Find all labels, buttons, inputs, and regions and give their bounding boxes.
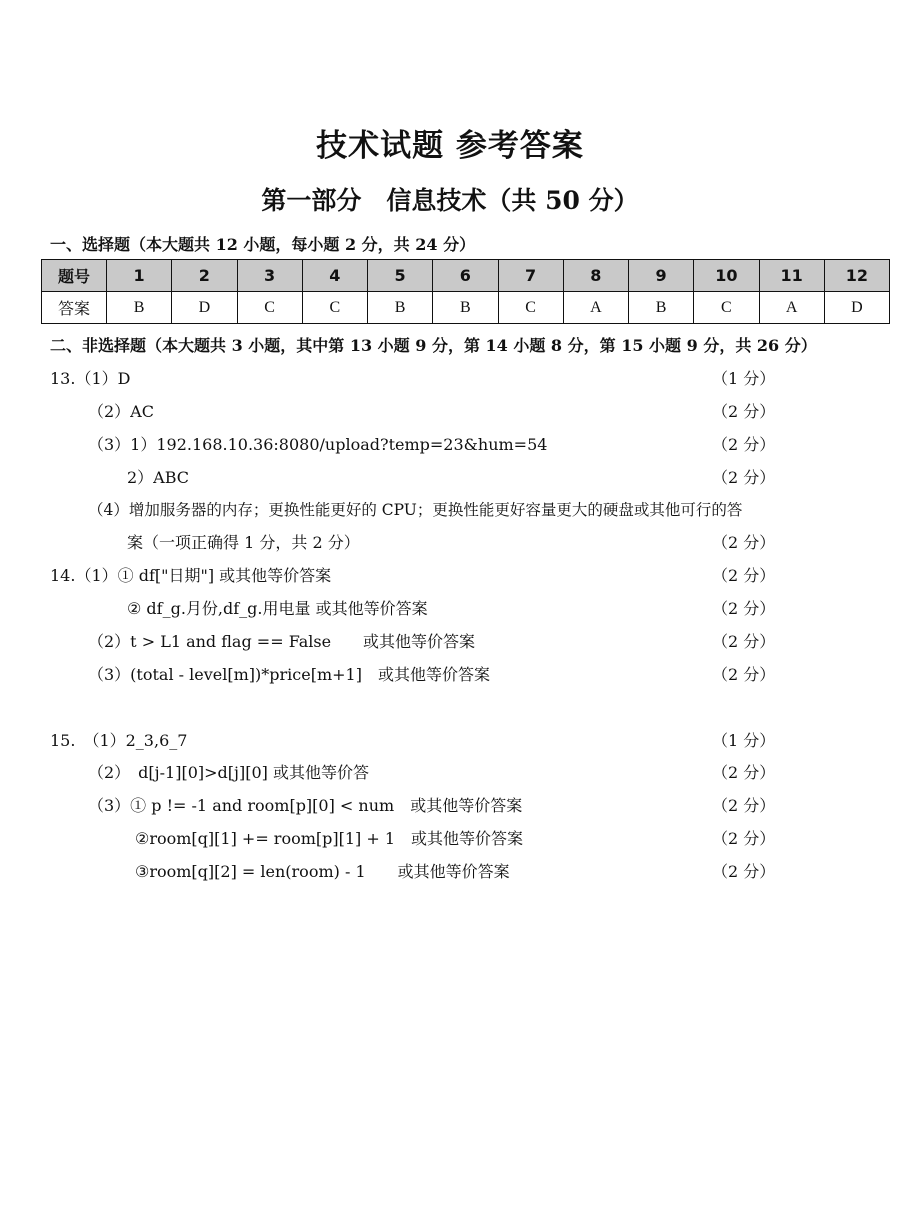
- q15-3-1-score: （2 分）: [712, 796, 776, 815]
- question-number-cell: 4: [302, 260, 367, 292]
- question-number-cell: 10: [694, 260, 759, 292]
- answer-cell: B: [433, 292, 498, 324]
- q15-3-1-answer: （3）① p != -1 and room[p][0] < num 或其他等价答案: [88, 796, 523, 815]
- q13-3-1-score: （2 分）: [712, 435, 776, 454]
- answer-cell: A: [563, 292, 628, 324]
- part-title: 第一部分 信息技术（共 50 分）: [261, 186, 639, 215]
- question-number-cell: 11: [759, 260, 824, 292]
- main-title: 技术试题 参考答案: [316, 128, 584, 164]
- q15-2-answer: （2） d[j-1][0]>d[j][0] 或其他等价答: [88, 763, 369, 782]
- answer-cell: C: [302, 292, 367, 324]
- q14-1-1-score: （2 分）: [712, 566, 776, 585]
- question-number-cell: 3: [237, 260, 302, 292]
- question-number-cell: 9: [629, 260, 694, 292]
- question-number-cell: 7: [498, 260, 563, 292]
- q14-3-score: （2 分）: [712, 665, 776, 684]
- q14-1-1-answer: 14.（1）① df["日期"] 或其他等价答案: [50, 566, 332, 585]
- q13-4-answer-continued: 案（一项正确得 1 分，共 2 分）: [127, 533, 360, 552]
- answer-cell: C: [694, 292, 759, 324]
- question-number-cell: 12: [824, 260, 889, 292]
- q13-2-answer: （2）AC: [88, 402, 154, 421]
- q15-3-2-score: （2 分）: [712, 829, 776, 848]
- q14-2-score: （2 分）: [712, 632, 776, 651]
- question-number-cell: 1: [107, 260, 172, 292]
- answer-cell: B: [629, 292, 694, 324]
- q15-1-score: （1 分）: [712, 731, 776, 750]
- q13-2-score: （2 分）: [712, 402, 776, 421]
- q13-1-score: （1 分）: [712, 369, 776, 388]
- q15-2-score: （2 分）: [712, 763, 776, 782]
- q15-3-3-answer: ③room[q][2] = len(room) - 1 或其他等价答案: [135, 862, 510, 881]
- answer-table: [41, 259, 890, 324]
- question-number-cell: 2: [172, 260, 237, 292]
- answer-cell: D: [172, 292, 237, 324]
- answer-cell: B: [368, 292, 433, 324]
- answer-table-number-row: [42, 260, 890, 292]
- q15-3-3-score: （2 分）: [712, 862, 776, 881]
- answer-cell: A: [759, 292, 824, 324]
- row-label-number: 题号: [42, 260, 107, 292]
- q14-1-2-score: （2 分）: [712, 599, 776, 618]
- row-label-answer: 答案: [42, 292, 107, 324]
- question-number-cell: 5: [368, 260, 433, 292]
- q13-3-2-score: （2 分）: [712, 468, 776, 487]
- q15-1-answer: 15. （1）2_3,6_7: [50, 731, 188, 750]
- q13-3-1-answer: （3）1）192.168.10.36:8080/upload?temp=23&hum=54: [88, 435, 548, 454]
- q13-4-score: （2 分）: [712, 533, 776, 552]
- q13-4-answer: （4）增加服务器的内存；更换性能更好的 CPU；更换性能更好容量更大的硬盘或其他可行的答: [88, 501, 743, 519]
- section-choice-heading: 一、选择题（本大题共 12 小题，每小题 2 分，共 24 分）: [50, 235, 476, 254]
- answer-cell: C: [498, 292, 563, 324]
- q13-1-answer: 13.（1）D: [50, 369, 131, 388]
- answer-table-answer-row: [42, 292, 890, 324]
- q15-3-2-answer: ②room[q][1] += room[p][1] + 1 或其他等价答案: [135, 829, 524, 848]
- q14-3-answer: （3）(total - level[m])*price[m+1] 或其他等价答案: [88, 665, 490, 684]
- q14-1-2-answer: ② df_g.月份,df_g.用电量 或其他等价答案: [127, 599, 428, 618]
- question-number-cell: 6: [433, 260, 498, 292]
- q14-2-answer: （2）t > L1 and flag == False 或其他等价答案: [88, 632, 476, 651]
- q13-3-2-answer: 2）ABC: [127, 468, 190, 487]
- question-number-cell: 8: [563, 260, 628, 292]
- answer-cell: C: [237, 292, 302, 324]
- answer-cell: D: [824, 292, 889, 324]
- section-nonchoice-heading: 二、非选择题（本大题共 3 小题，其中第 13 小题 9 分，第 14 小题 8 分，第 15 小题 9 分，共 26 分）: [50, 336, 817, 355]
- answer-cell: B: [107, 292, 172, 324]
